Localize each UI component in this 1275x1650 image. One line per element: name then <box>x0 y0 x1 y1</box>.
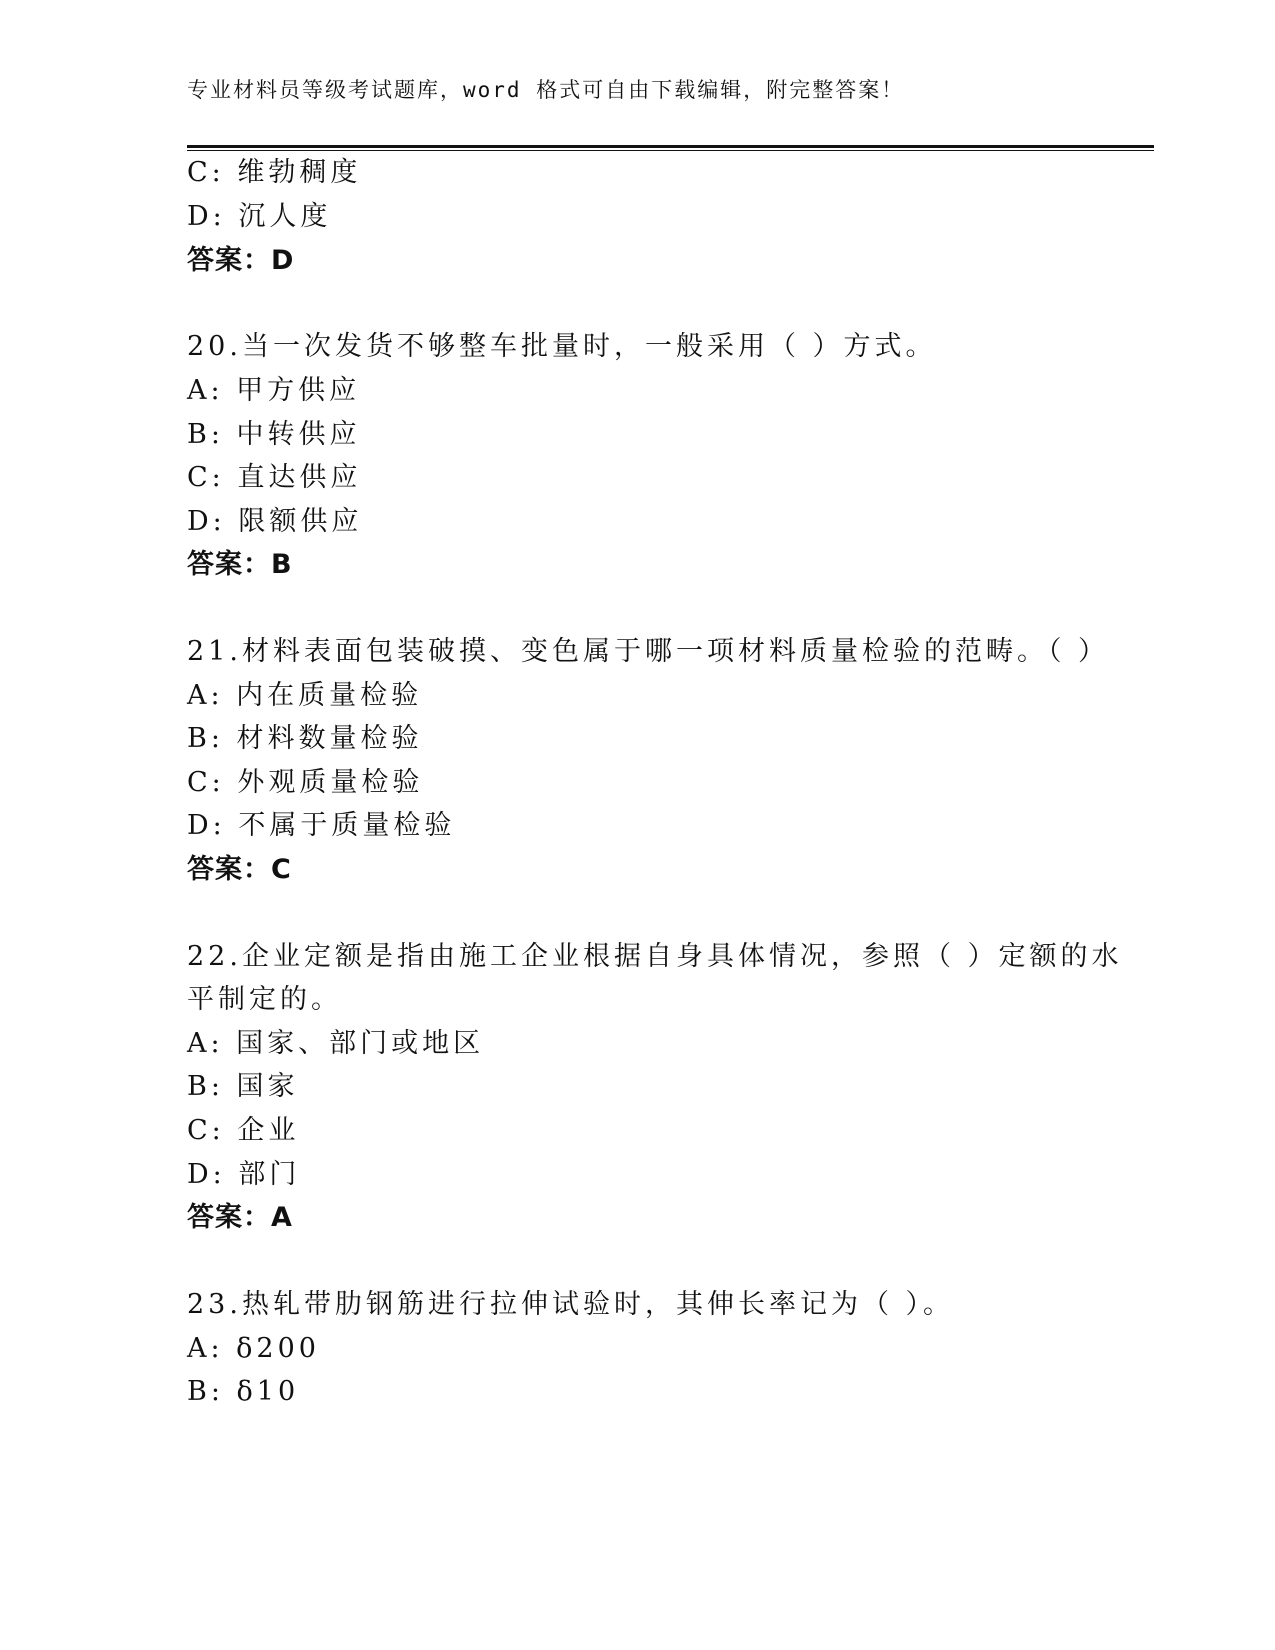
q22-stem-line-1: 22.企业定额是指由施工企业根据自身具体情况，参照（ ）定额的水 <box>187 941 1123 972</box>
q22-option-a: A: 国家、部门或地区 <box>187 1028 485 1059</box>
q20-option-b: B: 中转供应 <box>187 419 361 450</box>
q20-option-a: A: 甲方供应 <box>187 375 361 406</box>
q23-stem: 23.热轧带肋钢筋进行拉伸试验时，其伸长率记为（ ）。 <box>187 1289 955 1320</box>
q21-answer: 答案：C <box>187 854 292 885</box>
page-header: 专业材料员等级考试题库，word 格式可自由下载编辑，附完整答案！ <box>187 78 905 102</box>
q19-option-d: D: 沉人度 <box>187 201 332 232</box>
q21-option-b: B: 材料数量检验 <box>187 723 423 754</box>
q19-option-c: C: 维勃稠度 <box>187 157 362 188</box>
q23-option-b: B: δ10 <box>187 1376 300 1407</box>
q21-stem: 21.材料表面包装破摸、变色属于哪一项材料质量检验的范畴。（ ） <box>187 636 1110 667</box>
q22-stem-line-2: 平制定的。 <box>187 984 342 1015</box>
q20-option-d: D: 限额供应 <box>187 506 363 537</box>
q20-stem: 20.当一次发货不够整车批量时，一般采用（ ）方式。 <box>187 331 937 362</box>
q22-option-c: C: 企业 <box>187 1115 300 1146</box>
q21-option-d: D: 不属于质量检验 <box>187 810 456 841</box>
header-rule-thin <box>187 150 1154 151</box>
q22-option-b: B: 国家 <box>187 1071 299 1102</box>
q19-answer: 答案：D <box>187 245 295 276</box>
header-rule-thick <box>187 145 1154 148</box>
q23-option-a: A: δ200 <box>187 1333 320 1364</box>
q20-answer: 答案：B <box>187 549 293 580</box>
q22-answer: 答案：A <box>187 1202 293 1233</box>
q21-option-a: A: 内在质量检验 <box>187 680 423 711</box>
q22-option-d: D: 部门 <box>187 1159 301 1190</box>
q20-option-c: C: 直达供应 <box>187 462 362 493</box>
q21-option-c: C: 外观质量检验 <box>187 767 424 798</box>
